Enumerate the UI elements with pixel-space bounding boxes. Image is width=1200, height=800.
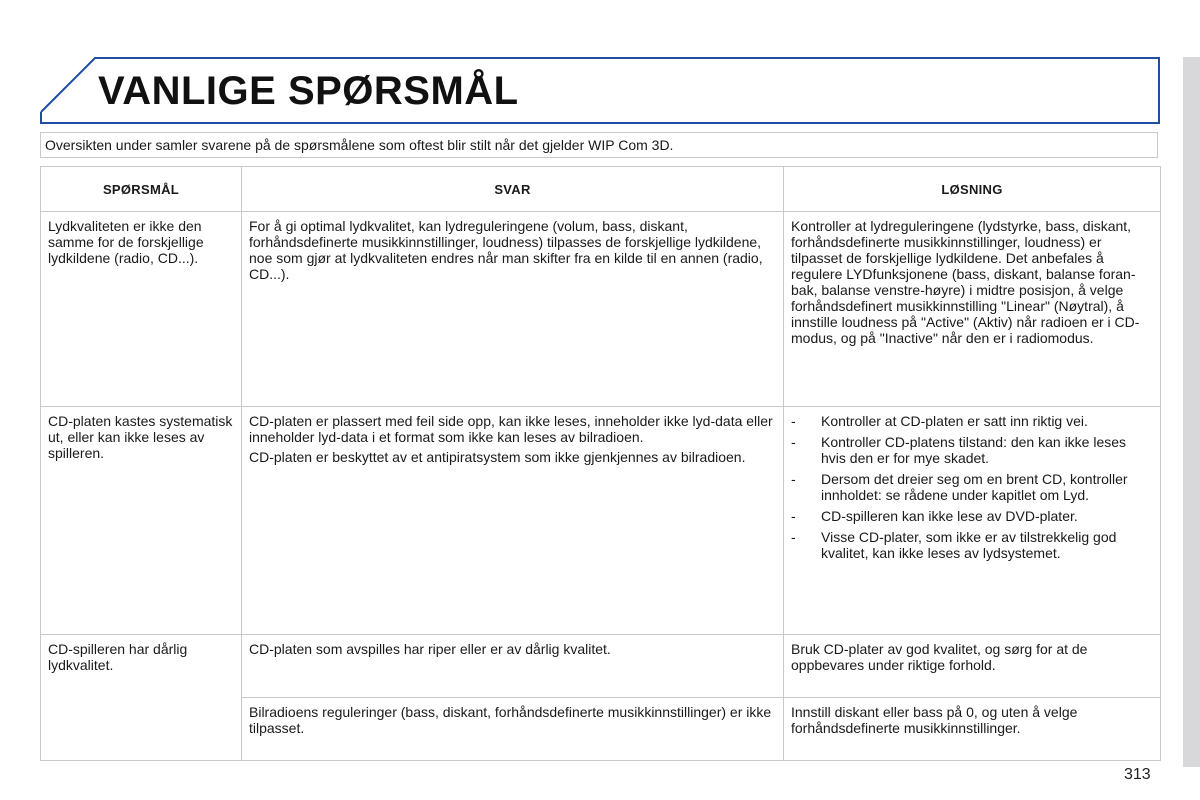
dash-bullet: - [791, 471, 796, 487]
column-header-answer: SVAR [242, 167, 784, 212]
side-tab-strip [1183, 57, 1200, 767]
list-item-text: Visse CD-plater, som ikke er av tilstrekkelig god kvalitet, kan ikke leses av lydsystemet. [821, 529, 1117, 561]
question-cell: CD-platen kastes systematisk ut, eller kan ikke leses av spilleren. [41, 407, 242, 635]
question-cell: CD-spilleren har dårlig lydkvalitet. [41, 635, 242, 761]
table-row [41, 407, 1161, 635]
page-header [40, 57, 1159, 124]
list-item-text: Kontroller CD-platens tilstand: den kan ikke leses hvis den er for mye skadet. [821, 434, 1127, 466]
dash-bullet: - [791, 529, 796, 545]
solution-cell [784, 407, 1161, 635]
question-cell: Lydkvaliteten er ikke den samme for de forskjellige lydkildene (radio, CD...). [41, 212, 242, 407]
solution-cell: Innstill diskant eller bass på 0, og uten å velge forhåndsdefinerte musikkinnstillinger. [784, 698, 1161, 761]
list-item [791, 413, 1153, 429]
solution-cell: Kontroller at lydreguleringene (lydstyrke, bass, diskant, forhåndsdefinerte musikkinnstillinger, loudness) er tilpasset de forskjellige lydkildene. Det anbefales å regulere LYDfunksjonene (bass, diskant, balanse foran-bak, balanse venstre-høyre) i midtre posisjon, å velge forhåndsdefinert musikkinnstilling "Linear" (Nøytral), å innstille loudness på "Active" (Aktiv) når radioen er i CD-modus, og på "Inactive" når den er i radiomodus. [784, 212, 1161, 407]
page-number: 313 [1124, 766, 1151, 783]
list-item-text: Dersom det dreier seg om en brent CD, kontroller innholdet: se rådene under kapitlet om Lyd. [821, 471, 1128, 503]
list-item [791, 434, 1153, 466]
table-row [41, 635, 1161, 698]
faq-table [40, 166, 1161, 761]
list-item-text: Kontroller at CD-platen er satt inn riktig vei. [821, 413, 1088, 429]
column-header-solution: LØSNING [784, 167, 1161, 212]
dash-bullet: - [791, 434, 796, 450]
answer-cell [242, 212, 784, 407]
answer-text: CD-platen er beskyttet av et antipiratsystem som ikke gjenkjennes av bilradioen. [249, 449, 746, 465]
answer-cell [242, 635, 784, 698]
list-item [791, 508, 1153, 524]
answer-text: CD-platen er plassert med feil side opp, kan ikke leses, inneholder ikke lyd-data eller inneholder lyd-data i et format som ikke kan leses av bilradioen. [249, 413, 773, 445]
column-header-question: SPØRSMÅL [41, 167, 242, 212]
list-item [791, 529, 1153, 561]
page-title: VANLIGE SPØRSMÅL [98, 69, 519, 113]
list-item [791, 471, 1153, 503]
dash-bullet: - [791, 508, 796, 524]
answer-cell [242, 698, 784, 761]
solution-cell: Bruk CD-plater av god kvalitet, og sørg for at de oppbevares under riktige forhold. [784, 635, 1161, 698]
intro-text: Oversikten under samler svarene på de spørsmålene som oftest blir stilt når det gjelder WIP Com 3D. [40, 132, 1158, 158]
table-row [41, 212, 1161, 407]
dash-bullet: - [791, 413, 796, 429]
answer-cell [242, 407, 784, 635]
answer-text: Bilradioens reguleringer (bass, diskant, forhåndsdefinerte musikkinnstillinger) er ikke tilpasset. [249, 704, 772, 736]
answer-text: CD-platen som avspilles har riper eller er av dårlig kvalitet. [249, 641, 611, 657]
answer-text: For å gi optimal lydkvalitet, kan lydreguleringene (volum, bass, diskant, forhåndsdefinerte musikkinnstillinger, loudness) tilpasses de forskjellige lydkildene, noe som gjør at lydkvaliteten endres når man skifter fra en kilde til en annen (radio, CD...). [249, 218, 763, 282]
table-header-row [41, 167, 1161, 212]
list-item-text: CD-spilleren kan ikke lese av DVD-plater. [821, 508, 1078, 524]
solution-list [791, 413, 1153, 561]
